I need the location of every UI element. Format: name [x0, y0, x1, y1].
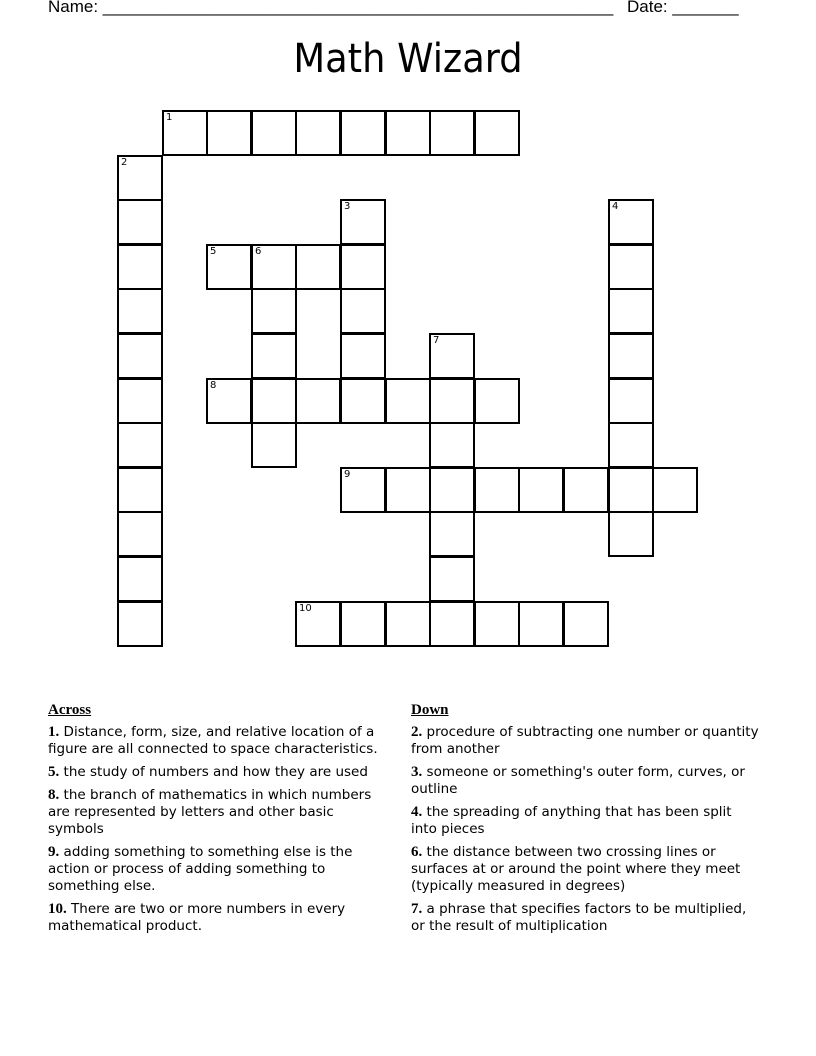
down-heading: Down [411, 702, 449, 718]
grid-cell[interactable] [652, 467, 698, 513]
cell-number: 7 [433, 335, 440, 346]
clue-number: 4. [411, 804, 423, 820]
grid-cell[interactable] [117, 467, 163, 513]
grid-cell[interactable] [117, 601, 163, 647]
cell-number: 10 [299, 603, 312, 614]
clue-number: 7. [411, 901, 423, 917]
grid-cell[interactable] [608, 244, 654, 290]
grid-cell[interactable] [117, 511, 163, 557]
grid-cell[interactable] [474, 467, 520, 513]
clue-text: the branch of mathematics in which numbers are represented by letters and other basic symbols [48, 787, 372, 837]
across-clues [48, 702, 388, 941]
grid-cell[interactable] [340, 110, 386, 156]
grid-cell[interactable] [608, 199, 654, 245]
grid-cell[interactable] [340, 378, 386, 424]
date-line: Date: _______ [627, 0, 739, 16]
grid-cell[interactable] [340, 467, 386, 513]
grid-cell[interactable] [162, 110, 208, 156]
across-clue-9 [48, 844, 388, 895]
clue-number: 1. [48, 724, 60, 740]
grid-cell[interactable] [251, 244, 297, 290]
clue-number: 2. [411, 724, 423, 740]
clue-text: Distance, form, size, and relative location of a figure are all connected to space characteristics. [48, 724, 378, 757]
clue-number: 3. [411, 764, 423, 780]
grid-cell[interactable] [295, 110, 341, 156]
clue-number: 6. [411, 844, 423, 860]
grid-cell[interactable] [251, 333, 297, 379]
grid-cell[interactable] [429, 556, 475, 602]
grid-cell[interactable] [608, 511, 654, 557]
grid-cell[interactable] [563, 467, 609, 513]
grid-cell[interactable] [117, 556, 163, 602]
grid-cell[interactable] [608, 333, 654, 379]
grid-cell[interactable] [295, 601, 341, 647]
clue-text: a phrase that specifies factors to be multiplied, or the result of multiplication [411, 901, 747, 934]
grid-cell[interactable] [385, 601, 431, 647]
down-clue-7 [411, 901, 761, 935]
grid-cell[interactable] [429, 422, 475, 468]
grid-cell[interactable] [518, 467, 564, 513]
grid-cell[interactable] [206, 244, 252, 290]
grid-cell[interactable] [608, 422, 654, 468]
cell-number: 2 [121, 157, 128, 168]
grid-cell[interactable] [117, 199, 163, 245]
grid-cell[interactable] [340, 288, 386, 334]
clue-text: the spreading of anything that has been split into pieces [411, 804, 732, 837]
grid-cell[interactable] [340, 244, 386, 290]
clue-number: 10. [48, 901, 67, 917]
grid-cell[interactable] [385, 467, 431, 513]
name-line: Name: ______________________________________________________ [48, 0, 614, 16]
grid-cell[interactable] [429, 467, 475, 513]
grid-cell[interactable] [340, 199, 386, 245]
grid-cell[interactable] [429, 110, 475, 156]
down-clue-6 [411, 844, 761, 895]
grid-cell[interactable] [608, 378, 654, 424]
down-clue-4 [411, 804, 761, 838]
grid-cell[interactable] [608, 467, 654, 513]
grid-cell[interactable] [474, 601, 520, 647]
across-heading: Across [48, 702, 92, 718]
cell-number: 9 [344, 469, 351, 480]
grid-cell[interactable] [117, 288, 163, 334]
grid-cell[interactable] [474, 378, 520, 424]
across-clue-1 [48, 724, 388, 758]
grid-cell[interactable] [251, 422, 297, 468]
grid-cell[interactable] [117, 378, 163, 424]
grid-cell[interactable] [340, 333, 386, 379]
cell-number: 5 [210, 246, 217, 257]
grid-cell[interactable] [251, 110, 297, 156]
cell-number: 8 [210, 380, 217, 391]
grid-cell[interactable] [385, 110, 431, 156]
across-clue-10 [48, 901, 388, 935]
clue-text: There are two or more numbers in every mathematical product. [48, 901, 346, 934]
clue-text: someone or something's outer form, curves, or outline [411, 764, 745, 797]
grid-cell[interactable] [429, 378, 475, 424]
clue-text: adding something to something else is the action or process of adding something to something else. [48, 844, 353, 894]
grid-cell[interactable] [206, 110, 252, 156]
down-clue-2 [411, 724, 761, 758]
clue-number: 5. [48, 764, 60, 780]
down-clues [411, 702, 761, 941]
grid-cell[interactable] [340, 601, 386, 647]
down-clue-3 [411, 764, 761, 798]
clue-text: the distance between two crossing lines or surfaces at or around the point where they meet (typically measured in degrees) [411, 844, 741, 894]
cell-number: 6 [255, 246, 262, 257]
grid-cell[interactable] [295, 378, 341, 424]
grid-cell[interactable] [385, 378, 431, 424]
grid-cell[interactable] [474, 110, 520, 156]
across-clue-8 [48, 787, 388, 838]
clue-text: procedure of subtracting one number or quantity from another [411, 724, 759, 757]
grid-cell[interactable] [117, 333, 163, 379]
grid-cell[interactable] [117, 155, 163, 201]
clue-number: 8. [48, 787, 60, 803]
grid-cell[interactable] [429, 601, 475, 647]
grid-cell[interactable] [295, 244, 341, 290]
across-clue-5 [48, 764, 388, 781]
cell-number: 3 [344, 201, 351, 212]
grid-cell[interactable] [429, 333, 475, 379]
cell-number: 1 [166, 112, 173, 123]
grid-cell[interactable] [251, 378, 297, 424]
grid-cell[interactable] [429, 511, 475, 557]
grid-cell[interactable] [518, 601, 564, 647]
grid-cell[interactable] [251, 288, 297, 334]
grid-cell[interactable] [206, 378, 252, 424]
clue-text: the study of numbers and how they are used [63, 764, 368, 780]
grid-cell[interactable] [117, 422, 163, 468]
grid-cell[interactable] [117, 244, 163, 290]
cell-number: 4 [612, 201, 619, 212]
page-title: Math Wizard [293, 36, 523, 82]
clue-number: 9. [48, 844, 60, 860]
grid-cell[interactable] [608, 288, 654, 334]
grid-cell[interactable] [563, 601, 609, 647]
